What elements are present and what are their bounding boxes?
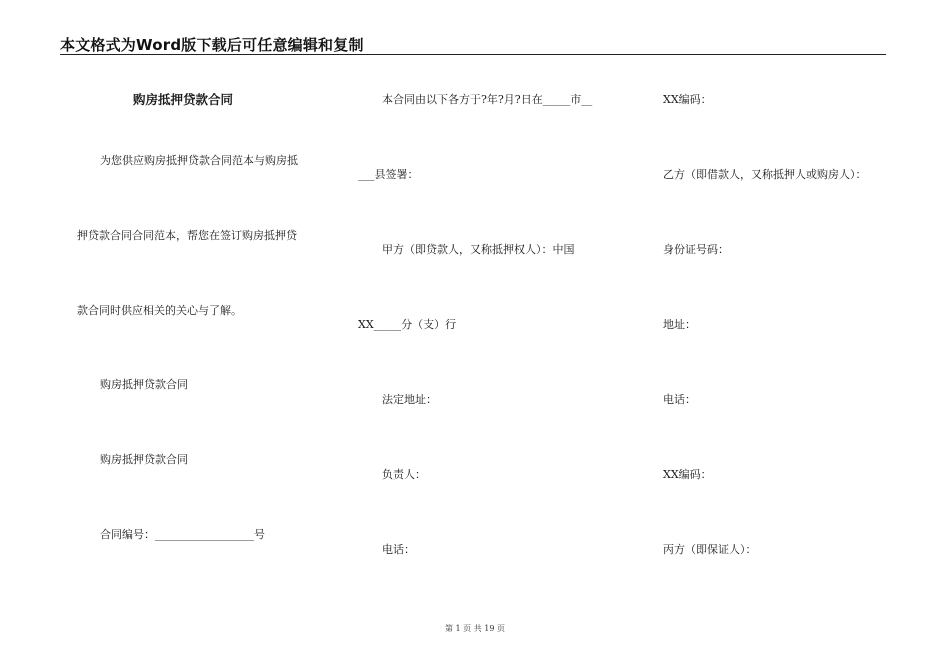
signing-info-line-2: ___县签署： xyxy=(358,168,419,181)
header-divider xyxy=(60,54,886,55)
contract-title: 购房抵押贷款合同 xyxy=(133,92,234,107)
intro-line-2: 押贷款合同合同范本，帮您在签订购房抵押贷 xyxy=(77,229,297,242)
person-in-charge-label: 负责人： xyxy=(382,468,426,481)
party-a-branch: XX_____分（支）行 xyxy=(358,318,457,331)
phone-label-a: 电话： xyxy=(382,543,415,556)
signing-info-line-1: 本合同由以下各方于?年?月?日在_____市__ xyxy=(382,93,593,106)
party-a-label: 甲方（即贷款人，又称抵押权人）：中国 xyxy=(382,243,575,256)
contract-number-line: 合同编号：__________________号 xyxy=(100,528,265,541)
phone-label-b: 电话： xyxy=(663,393,696,406)
section-heading-1: 购房抵押贷款合同 xyxy=(100,378,188,391)
section-heading-2: 购房抵押贷款合同 xyxy=(100,453,188,466)
party-b-label: 乙方（即借款人，又称抵押人或购房人）： xyxy=(663,168,867,181)
postal-code-label-b: XX编码： xyxy=(663,468,712,481)
id-number-label: 身份证号码： xyxy=(663,243,729,256)
intro-line-1: 为您供应购房抵押贷款合同范本与购房抵 xyxy=(100,154,298,167)
postal-code-label-a: XX编码： xyxy=(663,93,712,106)
party-c-label: 丙方（即保证人）： xyxy=(663,543,757,556)
page-number-footer: 第 1 页 共 19 页 xyxy=(445,624,505,633)
document-header-title: 本文格式为Word版下载后可任意编辑和复制 xyxy=(60,36,364,54)
intro-line-3: 款合同时供应相关的关心与了解。 xyxy=(77,304,242,317)
address-label-b: 地址： xyxy=(663,318,696,331)
legal-address-label: 法定地址： xyxy=(382,393,437,406)
